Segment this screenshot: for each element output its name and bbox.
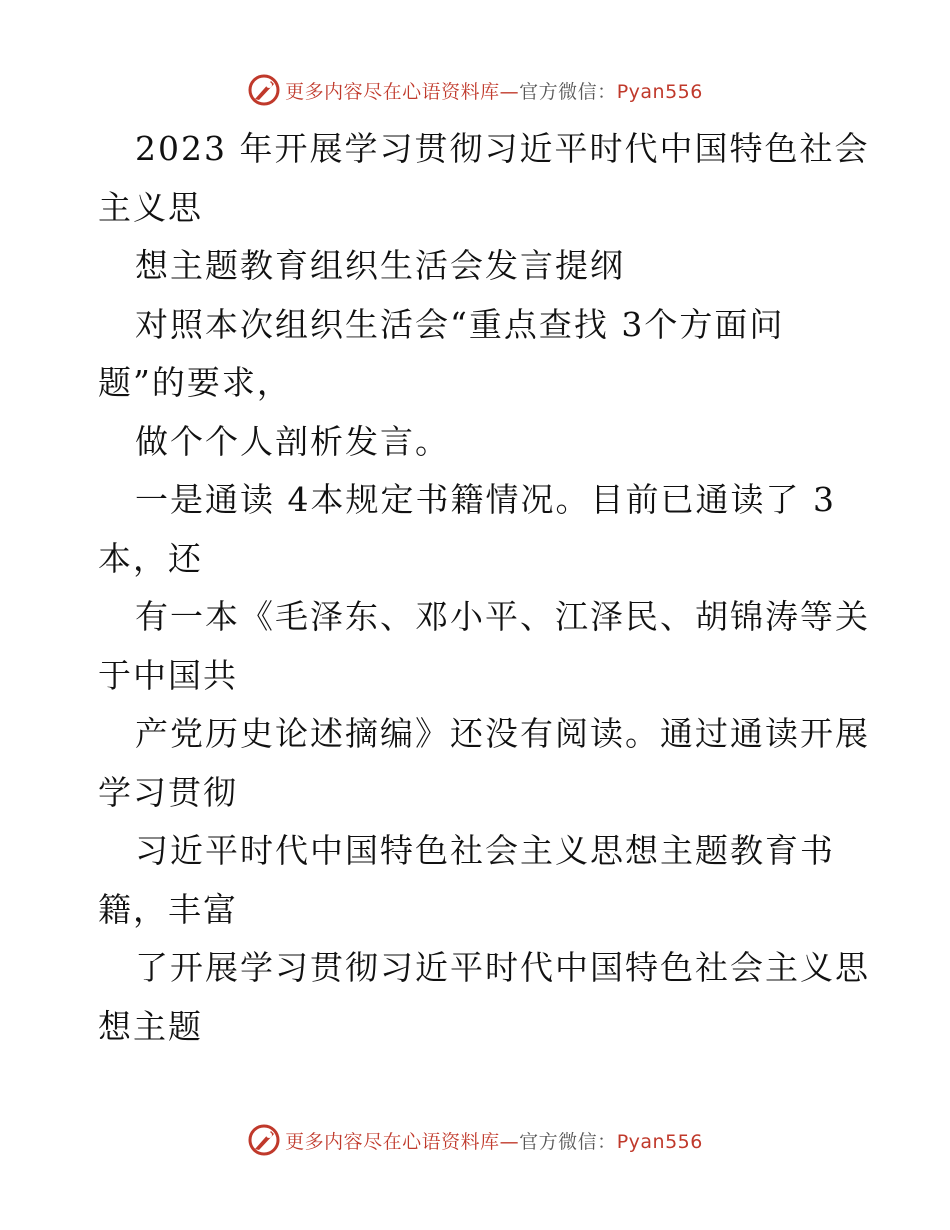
header-banner <box>0 70 950 110</box>
text-line-16: 想主题 <box>98 1006 203 1046</box>
text-line-2: 主义思 <box>98 187 203 227</box>
wechat-id: Pyan556 <box>616 80 703 103</box>
wechat-id: Pyan556 <box>616 1130 703 1153</box>
quill-logo-icon <box>247 73 281 107</box>
footer-banner <box>0 1120 950 1160</box>
banner-dash: — <box>499 80 520 103</box>
text-line-3: 想主题教育组织生活会发言提纲 <box>135 246 625 285</box>
text-line-8: 本，还 <box>98 538 203 578</box>
text-line-14: 籍，丰富 <box>98 889 238 929</box>
text-line-1: 2023 年开展学习贯彻习近平时代中国特色社会 <box>135 129 870 168</box>
wechat-label: 官方微信： <box>519 1130 617 1153</box>
text-line-7: 一是通读 4本规定书籍情况。目前已通读了 3 <box>135 480 836 519</box>
text-line-12: 学习贯彻 <box>98 772 238 812</box>
text-line-6: 做个个人剖析发言。 <box>135 421 450 461</box>
quill-logo-icon <box>247 1123 281 1157</box>
text-line-15: 了开展学习贯彻习近平时代中国特色社会主义思 <box>135 948 870 987</box>
text-line-4: 对照本次组织生活会“重点查找 3个方面问 <box>135 304 785 344</box>
header-banner-text <box>285 77 703 104</box>
wechat-label: 官方微信： <box>519 80 617 103</box>
text-line-5: 题”的要求， <box>98 363 292 402</box>
text-line-11: 产党历史论述摘编》还没有阅读。通过通读开展 <box>135 714 870 753</box>
footer-banner-text <box>285 1127 703 1154</box>
document-body <box>98 120 878 1056</box>
text-line-10: 于中国共 <box>98 655 238 695</box>
text-line-9: 有一本《毛泽东、邓小平、江泽民、胡锦涛等关 <box>135 597 870 636</box>
banner-dash: — <box>499 1130 520 1153</box>
site-name: 更多内容尽在心语资料库 <box>285 80 500 103</box>
text-line-13: 习近平时代中国特色社会主义思想主题教育书 <box>135 831 835 870</box>
site-name: 更多内容尽在心语资料库 <box>285 1130 500 1153</box>
